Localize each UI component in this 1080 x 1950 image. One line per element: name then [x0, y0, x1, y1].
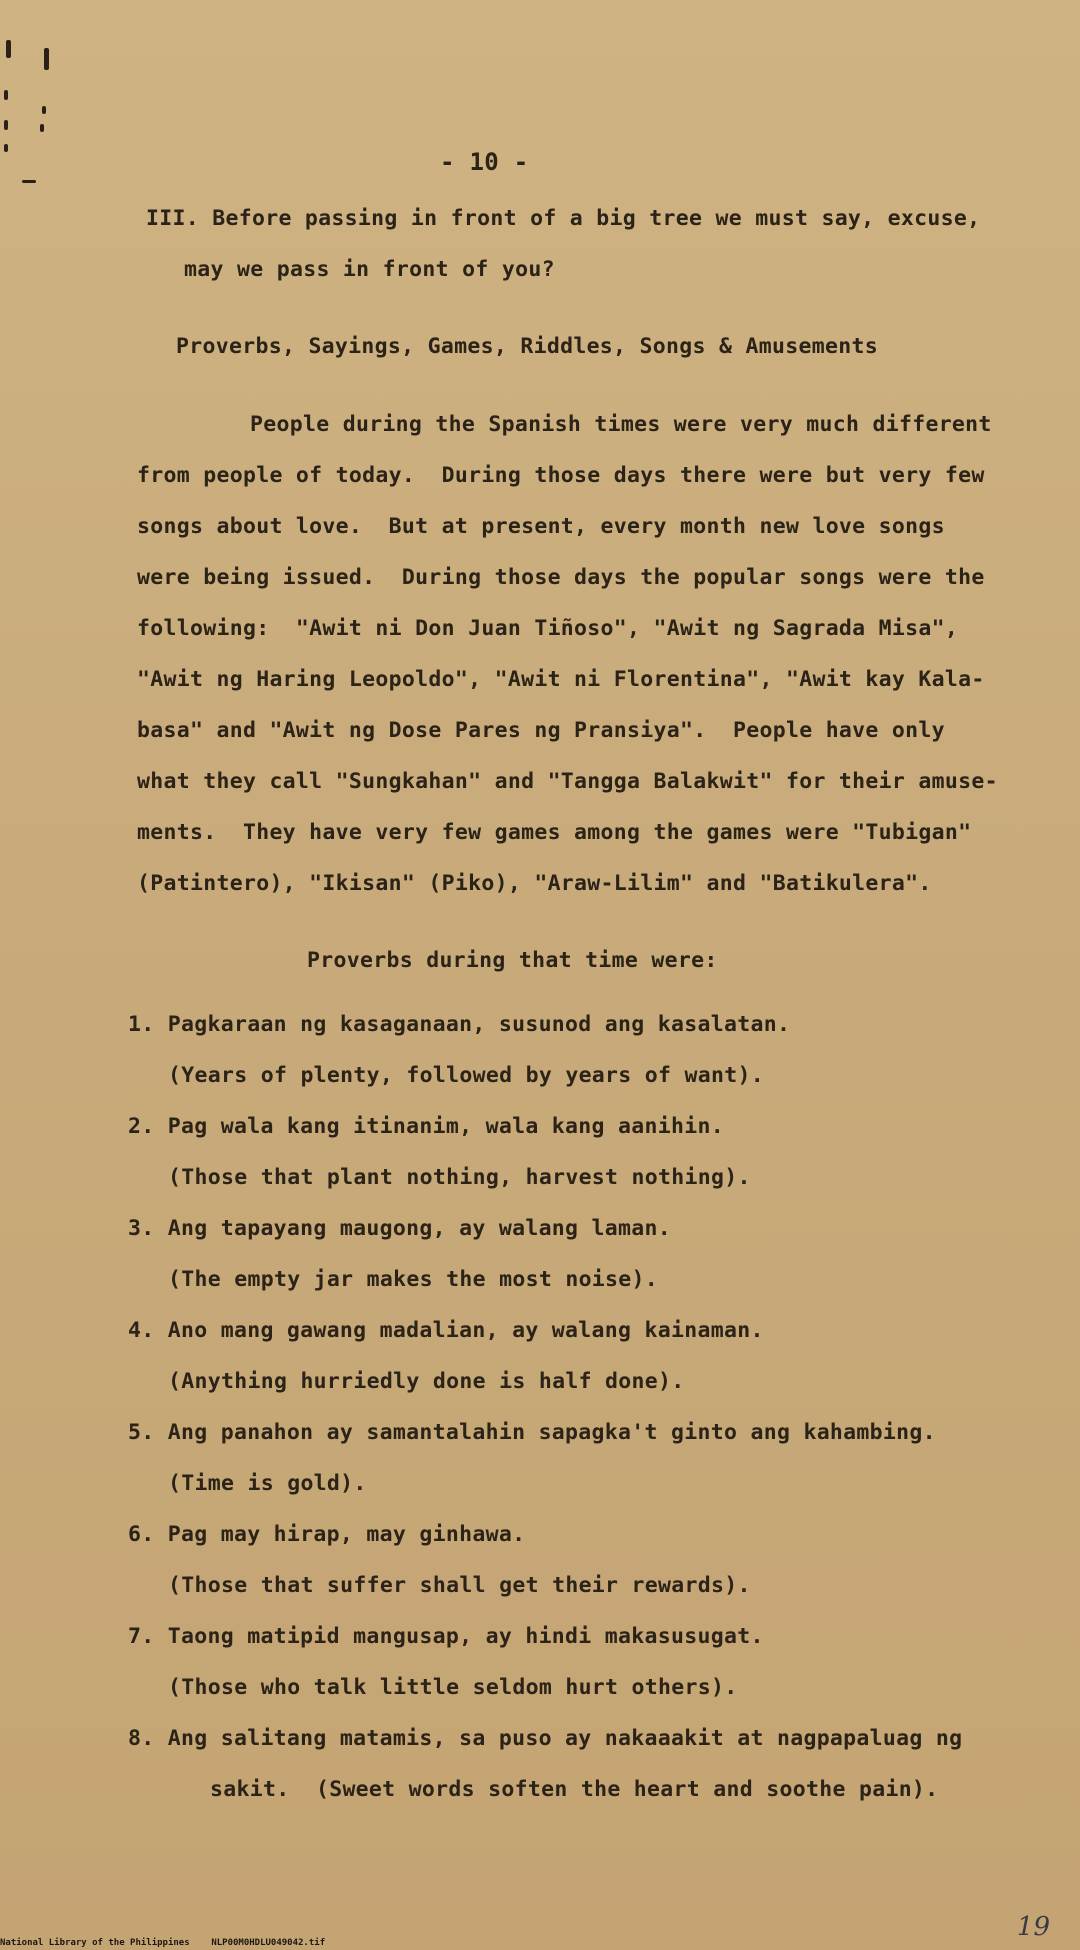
list-item-translation: (Those who talk little seldom hurt others).	[168, 1675, 738, 1700]
binding-holes	[0, 40, 60, 200]
list-item-translation: (Anything hurriedly done is half done).	[168, 1369, 685, 1394]
scan-footer: National Library of the Philippines NLP00M0HDLU049042.tif	[0, 1938, 326, 1948]
text-line: from people of today. During those days there were but very few	[137, 463, 985, 488]
list-item: 1. Pagkaraan ng kasaganaan, susunod ang kasalatan.	[128, 1012, 791, 1037]
text-line: People during the Spanish times were very much different	[250, 412, 992, 437]
list-item: 7. Taong matipid mangusap, ay hindi makasusugat.	[128, 1624, 764, 1649]
page-number: - 10 -	[440, 148, 529, 176]
text-line: basa" and "Awit ng Dose Pares ng Pransiya". People have only	[137, 718, 945, 743]
list-item-translation: (The empty jar makes the most noise).	[168, 1267, 659, 1292]
section-heading: Proverbs, Sayings, Games, Riddles, Songs & Amusements	[176, 334, 878, 359]
text-line: following: "Awit ni Don Juan Tiñoso", "Awit ng Sagrada Misa",	[137, 616, 959, 641]
text-line: (Patintero), "Ikisan" (Piko), "Araw-Lilim" and "Batikulera".	[137, 871, 932, 896]
list-item-translation: (Those that plant nothing, harvest nothing).	[168, 1165, 751, 1190]
proverbs-heading: Proverbs during that time were:	[307, 948, 718, 973]
text-line: songs about love. But at present, every month new love songs	[137, 514, 945, 539]
list-item-translation: (Years of plenty, followed by years of want).	[168, 1063, 764, 1088]
list-item: 6. Pag may hirap, may ginhawa.	[128, 1522, 526, 1547]
text-line: ments. They have very few games among the games were "Tubigan"	[137, 820, 972, 845]
text-line: III. Before passing in front of a big tree we must say, excuse,	[146, 206, 981, 231]
handwritten-page-note: 19	[1016, 1912, 1050, 1942]
list-item-translation: (Those that suffer shall get their rewards).	[168, 1573, 751, 1598]
text-line: "Awit ng Haring Leopoldo", "Awit ni Florentina", "Awit kay Kala-	[137, 667, 985, 692]
list-item-translation: sakit. (Sweet words soften the heart and soothe pain).	[210, 1777, 939, 1802]
list-item: 3. Ang tapayang maugong, ay walang laman.	[128, 1216, 672, 1241]
text-line: what they call "Sungkahan" and "Tangga Balakwit" for their amuse-	[137, 769, 998, 794]
list-item: 4. Ano mang gawang madalian, ay walang kainaman.	[128, 1318, 764, 1343]
list-item-translation: (Time is gold).	[168, 1471, 367, 1496]
text-line: may we pass in front of you?	[184, 257, 555, 282]
text-line: were being issued. During those days the popular songs were the	[137, 565, 985, 590]
list-item: 5. Ang panahon ay samantalahin sapagka't ginto ang kahambing.	[128, 1420, 936, 1445]
list-item: 2. Pag wala kang itinanim, wala kang aanihin.	[128, 1114, 724, 1139]
list-item: 8. Ang salitang matamis, sa puso ay nakaaakit at nagpapaluag ng	[128, 1726, 963, 1751]
